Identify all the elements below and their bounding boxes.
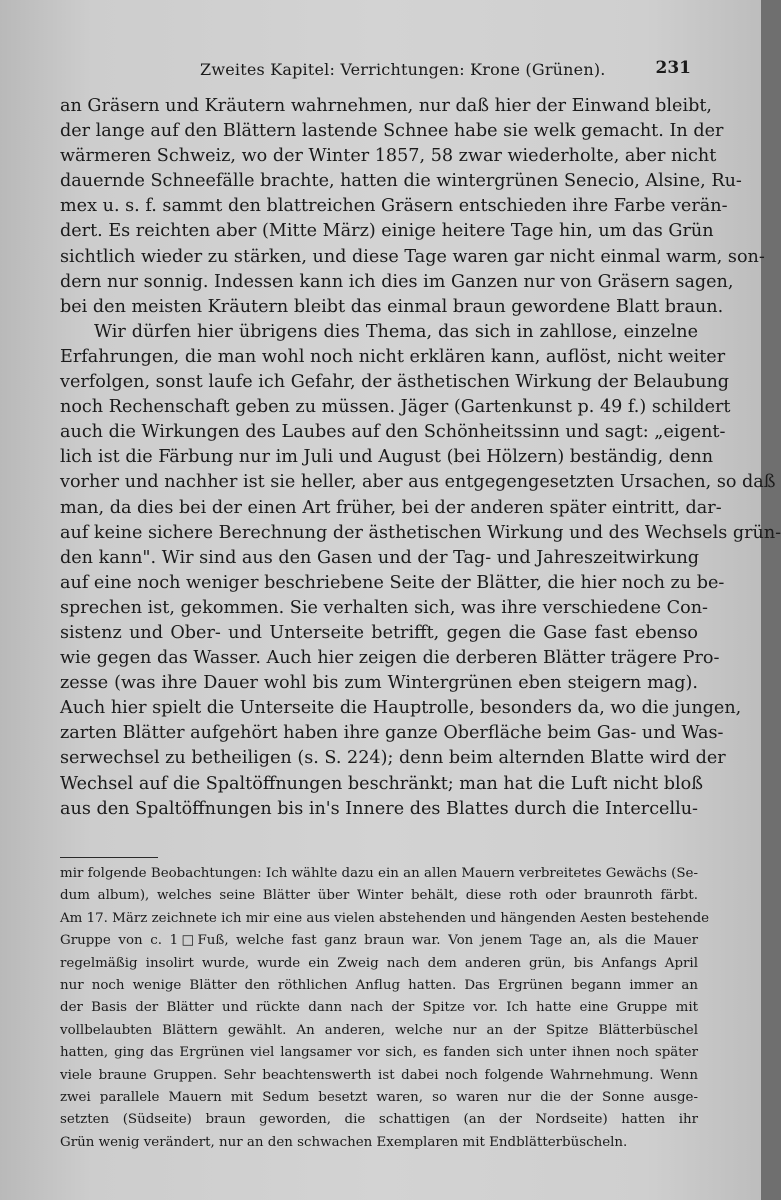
footnote-line: mir folgende Beobachtungen: Ich wählte dazu ein an allen Mauern verbreitetes Gewächs (Se- [60, 866, 698, 881]
main-text [60, 94, 781, 822]
text-line: dert. Es reichten aber (Mitte März) einige heitere Tage hin, um das Grün [60, 221, 714, 242]
text-line: sistenz und Ober- und Unterseite betrifft, gegen die Gase fast ebenso [60, 622, 698, 643]
text-line: wärmeren Schweiz, wo der Winter 1857, 58 zwar wiederholte, aber nicht [60, 146, 717, 167]
footnote-line: Gruppe von c. 1□Fuß, welche fast ganz braun war. Von jenem Tage an, als die Mauer [60, 933, 698, 949]
text-line: auch die Wirkungen des Laubes auf den Schönheitssinn und sagt: „eigent- [60, 422, 726, 443]
footnote-line: zwei parallele Mauern mit Sedum besetzt waren, so waren nur die der Sonne ausge- [60, 1089, 698, 1105]
text-line: Wechsel auf die Spaltöffnungen beschränkt; man hat die Luft nicht bloß [60, 773, 703, 794]
footnote-line: setzten (Südseite) braun geworden, die schattigen (an der Nordseite) hatten ihr [60, 1112, 698, 1128]
text-line: wie gegen das Wasser. Auch hier zeigen die derberen Blätter trägere Pro- [60, 648, 720, 669]
text-line: Auch hier spielt die Unterseite die Hauptrolle, besonders da, wo die jungen, [60, 698, 742, 719]
text-line: zesse (was ihre Dauer wohl bis zum Wintergrünen eben steigern mag). [60, 673, 698, 694]
footnote-line: Am 17. März zeichnete ich mir eine aus vielen abstehenden und hängenden Aesten bestehende [60, 910, 710, 926]
text-line: sichtlich wieder zu stärken, und diese Tage waren gar nicht einmal warm, son- [60, 246, 765, 267]
text-line: zarten Blätter aufgehört haben ihre ganze Oberfläche beim Gas- und Was- [60, 723, 724, 744]
footnote-separator [60, 857, 158, 858]
footnote-line: nur noch wenige Blätter den röthlichen Anflug hatten. Das Ergrünen begann immer an [60, 977, 698, 993]
text-line: Wir dürfen hier übrigens dies Thema, das sich in zahllose, einzelne [94, 321, 698, 342]
footnote [60, 863, 710, 1154]
footnote-line: regelmäßig insolirt wurde, wurde ein Zweig nach dem anderen grün, bis Anfangs April [60, 955, 698, 971]
footnote-line: dum album), welches seine Blätter über Winter behält, diese roth oder braunroth färbt. [60, 888, 698, 904]
text-line: noch Rechenschaft geben zu müssen. Jäger (Gartenkunst p. 49 f.) schildert [60, 397, 731, 418]
text-line: vorher und nachher ist sie heller, aber aus entgegengesetzten Ursachen, so daß [60, 472, 776, 493]
text-line: man, da dies bei der einen Art früher, bei der anderen später eintritt, dar- [60, 497, 722, 518]
text-line: mex u. s. f. sammt den blattreichen Gräsern entschieden ihre Farbe verän- [60, 196, 728, 217]
text-line: sprechen ist, gekommen. Sie verhalten sich, was ihre verschiedene Con- [60, 597, 708, 618]
text-line: an Gräsern und Kräutern wahrnehmen, nur daß hier der Einwand bleibt, [60, 96, 713, 116]
text-line: auf eine noch weniger beschriebene Seite der Blätter, die hier noch zu be- [60, 572, 725, 593]
text-line: bei den meisten Kräutern bleibt das einmal braun gewordene Blatt braun. [60, 296, 724, 317]
running-head: Zweites Kapitel: Verrichtungen: Krone (Grünen). [200, 60, 606, 79]
footnote-line: vollbelaubten Blättern gewählt. An anderen, welche nur an der Spitze Blätterbüschel [60, 1022, 698, 1038]
footnote-line: viele braune Gruppen. Sehr beachtenswerth ist dabei noch folgende Wahrnehmung. Wenn [60, 1067, 698, 1083]
text-line: dauernde Schneefälle brachte, hatten die wintergrünen Senecio, Alsine, Ru- [60, 171, 742, 192]
text-line: dern nur sonnig. Indessen kann ich dies im Ganzen nur von Gräsern sagen, [60, 271, 734, 292]
text-line: auf keine sichere Berechnung der ästhetischen Wirkung und des Wechsels grün- [60, 522, 781, 543]
footnote-line: hatten, ging das Ergrünen viel langsamer vor sich, es fanden sich unter ihnen noch später [60, 1045, 698, 1061]
text-line: den kann". Wir sind aus den Gasen und der Tag- und Jahreszeitwirkung [60, 547, 700, 568]
footnote-line: der Basis der Blätter und rückte dann nach der Spitze vor. Ich hatte eine Gruppe mit [60, 1000, 698, 1016]
text-line: verfolgen, sonst laufe ich Gefahr, der ästhetischen Wirkung der Belaubung [60, 372, 730, 393]
text-line: lich ist die Färbung nur im Juli und August (bei Hölzern) beständig, denn [60, 447, 714, 468]
page-number: 231 [655, 58, 691, 78]
text-line: Erfahrungen, die man wohl noch nicht erklären kann, auflöst, nicht weiter [60, 346, 726, 367]
text-line: serwechsel zu betheiligen (s. S. 224); denn beim alternden Blatte wird der [60, 748, 726, 769]
footnote-line: Grün wenig verändert, nur an den schwachen Exemplaren mit Endblätterbüscheln. [60, 1134, 628, 1150]
text-line: der lange auf den Blättern lastende Schnee habe sie welk gemacht. In der [60, 121, 724, 142]
text-line: aus den Spaltöffnungen bis in's Innere des Blattes durch die Intercellu- [60, 798, 698, 819]
